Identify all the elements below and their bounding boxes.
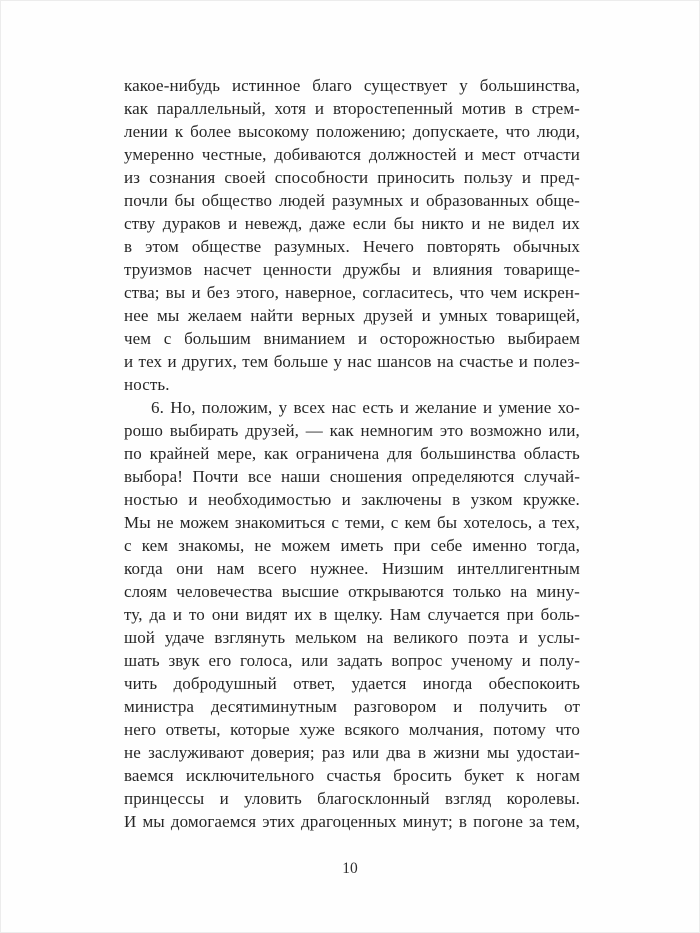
paragraph-1 [124,74,580,396]
text-line: Мы не можем знакомиться с теми, с кем бы хотелось, а тех, [124,513,580,532]
text-line: почли бы общество людей разумных и образованных обще- [124,191,580,210]
text-line: шать звук его голоса, или задать вопрос ученому и полу- [124,651,580,670]
text-line: по крайней мере, как ограничена для большинства область [124,444,580,463]
text-line: и тех и других, тем больше у нас шансов на счастье и полез- [124,352,580,371]
page-number: 10 [342,860,358,877]
text-line: из сознания своей способности приносить пользу и пред- [124,168,580,187]
text-line: рошо выбирать друзей, — как немногим это возможно или, [124,421,580,440]
text-line: какое-нибудь истинное благо существует у большинства, [124,76,580,95]
text-line: ность. [124,375,170,394]
text-line: ту, да и то они видят их в щелку. Нам случается при боль- [124,605,580,624]
text-line: ваемся исключительного счастья бросить букет к ногам [124,766,580,785]
text-line: лении к более высокому положению; допускаете, что люди, [124,122,580,141]
text-line: шой удаче взглянуть мельком на великого поэта и услы- [124,628,580,647]
text-line: чем с большим вниманием и осторожностью выбираем [124,329,580,348]
text-line: когда они нам всего нужнее. Низшим интеллигентным [124,559,580,578]
text-line: него ответы, которые хуже всякого молчания, потому что [124,720,580,739]
text-line: с кем знакомы, не можем иметь при себе именно тогда, [124,536,580,555]
paragraph-2 [124,396,580,833]
text-line: умеренно честные, добиваются должностей и мест отчасти [124,145,580,164]
text-line: ству дураков и невежд, даже если бы никто и не видел их [124,214,580,233]
text-line: как параллельный, хотя и второстепенный мотив в стрем- [124,99,580,118]
text-line: слоям человечества высшие открываются только на мину- [124,582,580,601]
text-line: не заслуживают доверия; раз или два в жизни мы удостаи- [124,743,580,762]
text-line: в этом обществе разумных. Нечего повторять обычных [124,237,580,256]
text-line: принцессы и уловить благосклонный взгляд королевы. [124,789,580,808]
text-line: ства; вы и без этого, наверное, согласитесь, что чем искрен- [124,283,580,302]
text-line: 6. Но, положим, у всех нас есть и желание и умение хо- [151,398,580,417]
page-text-block [124,74,580,833]
text-line: труизмов насчет ценности дружбы и влияния товарище- [124,260,580,279]
text-line: чить добродушный ответ, удается иногда обеспокоить [124,674,580,693]
text-line: нее мы желаем найти верных друзей и умных товарищей, [124,306,580,325]
text-line: ностью и необходимостью и заключены в узком кружке. [124,490,580,509]
text-line: министра десятиминутным разговором и получить от [124,697,580,716]
text-line: выбора! Почти все наши сношения определяются случай- [124,467,580,486]
text-line: И мы домогаемся этих драгоценных минут; в погоне за тем, [124,812,580,831]
